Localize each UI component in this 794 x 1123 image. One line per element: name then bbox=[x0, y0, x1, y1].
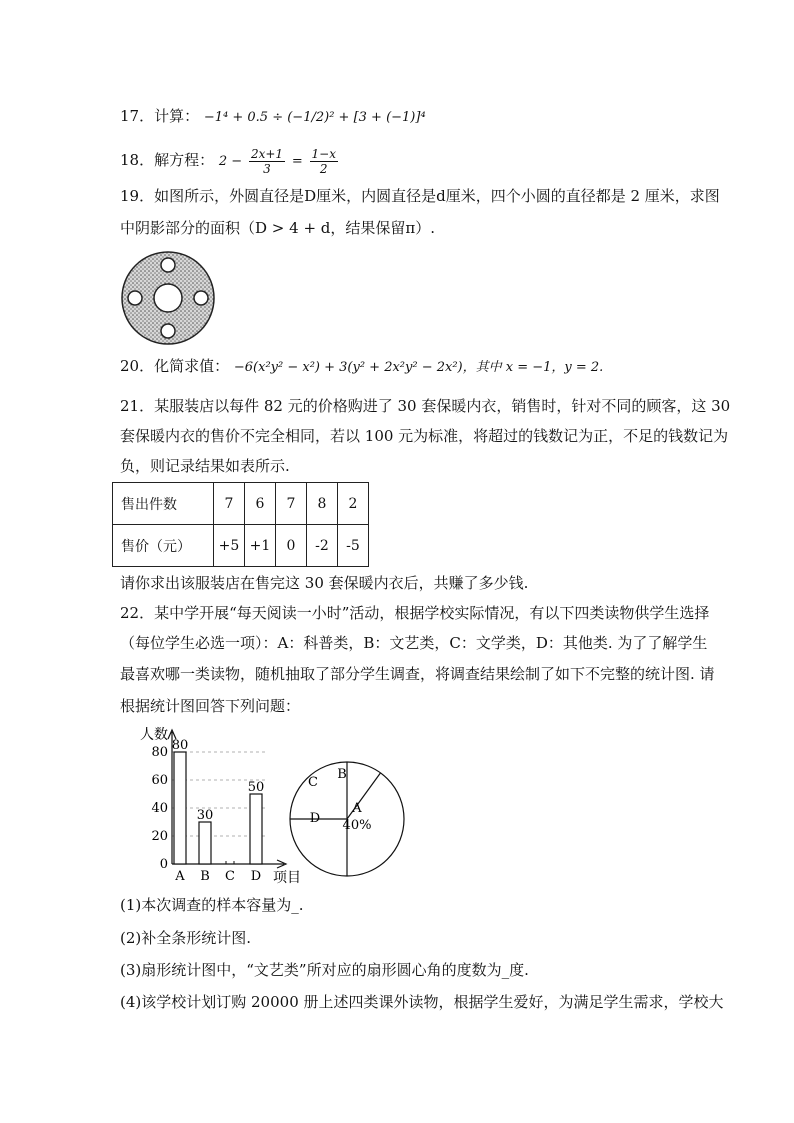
y-tick-label: 20 bbox=[151, 829, 168, 844]
x-tick-label: D bbox=[250, 869, 262, 884]
q18-rhs-fraction: $\frac{1-x}{2}$ bbox=[311, 146, 336, 176]
question-21-line-2: 套保暖内衣的售价不完全相同，若以 100 元为标准，将超过的钱数记为正，不足的钱数记为 bbox=[120, 427, 729, 445]
y-tick-label: 0 bbox=[159, 857, 168, 872]
table-cell: 0 bbox=[276, 525, 307, 567]
small-circle-right bbox=[194, 291, 208, 305]
question-22-line-3: 最喜欢哪一类读物，随机抽取了部分学生调查，将调查结果绘制了如下不完整的统计图. 请 bbox=[120, 665, 715, 683]
question-17 bbox=[120, 106, 426, 128]
bar-data-label: 30 bbox=[196, 808, 214, 823]
question-22-sub-3: (3)扇形统计图中，“文艺类”所对应的扇形圆心角的度数为_度. bbox=[120, 961, 529, 979]
y-tick-label: 80 bbox=[151, 745, 168, 760]
question-18: 18．解方程： 2 − $\frac{2x+1}{3}$ = $\frac{1-x}{2}$ bbox=[120, 146, 336, 176]
y-tick-label: 40 bbox=[151, 801, 168, 816]
bar-D bbox=[250, 794, 262, 864]
table-cell: -5 bbox=[338, 525, 369, 567]
table-cell: 7 bbox=[214, 483, 245, 525]
question-19-line-1: 19．如图所示，外圆直径是D厘米，内圆直径是d厘米，四个小圆的直径都是 2 厘米，求图 bbox=[120, 187, 720, 205]
q20-label: 20．化简求值： bbox=[120, 357, 230, 375]
pie-slice-label-D: D bbox=[309, 811, 321, 826]
inner-circle bbox=[154, 284, 182, 312]
small-circle-bottom bbox=[161, 324, 175, 338]
table-cell: +5 bbox=[214, 525, 245, 567]
q18-lhs-fraction: $\frac{2x+1}{3}$ bbox=[250, 146, 284, 176]
pie-slice-label-B: B bbox=[337, 767, 347, 782]
pie-slice-percent: 40% bbox=[342, 818, 372, 833]
y-axis-title: 人数 bbox=[140, 727, 168, 743]
question-20 bbox=[120, 356, 603, 378]
question-21-line-1: 21．某服装店以每件 82 元的价格购进了 30 套保暖内衣，销售时，针对不同的顾客，这 30 bbox=[120, 397, 731, 415]
question-22-sub-4: (4)该学校计划订购 20000 册上述四类课外读物，根据学生爱好，为满足学生需求，学校大 bbox=[120, 993, 724, 1011]
table-cell: 6 bbox=[245, 483, 276, 525]
table-cell: 8 bbox=[307, 483, 338, 525]
bar-data-label: 80 bbox=[171, 738, 189, 753]
bar-B bbox=[199, 822, 211, 864]
table-cell: 7 bbox=[276, 483, 307, 525]
q18-lhs-prefix: 2 − bbox=[218, 154, 243, 169]
table-cell: +1 bbox=[245, 525, 276, 567]
row-header-price: 售价（元） bbox=[113, 525, 214, 567]
x-tick-label: B bbox=[200, 869, 210, 884]
x-tick-label: C bbox=[225, 869, 235, 884]
small-circle-left bbox=[128, 291, 142, 305]
annulus-figure bbox=[120, 250, 216, 346]
bar-chart bbox=[118, 722, 308, 892]
question-22-line-2: （每位学生必选一项）：A：科普类，B：文艺类，C：文学类，D：其他类. 为了了解学生 bbox=[120, 634, 708, 652]
table-cell: 2 bbox=[338, 483, 369, 525]
bar-A bbox=[174, 752, 186, 864]
question-22-line-4: 根据统计图回答下列问题： bbox=[120, 697, 301, 715]
question-22-sub-2: (2)补全条形统计图. bbox=[120, 929, 252, 947]
question-19-line-2: 中阴影部分的面积（D > 4 + d，结果保留π）. bbox=[120, 219, 436, 237]
question-22-line-1: 22．某中学开展“每天阅读一小时”活动，根据学校实际情况，有以下四类读物供学生选择 bbox=[120, 604, 710, 622]
table-row bbox=[113, 483, 369, 525]
q18-label: 18．解方程： bbox=[120, 151, 215, 169]
question-21-followup: 请你求出该服装店在售完这 30 套保暖内衣后，共赚了多少钱. bbox=[120, 574, 529, 592]
bar-data-label: 50 bbox=[247, 780, 265, 795]
question-22-sub-1: (1)本次调查的样本容量为_. bbox=[120, 896, 304, 914]
pie-slice-label-A: A bbox=[352, 801, 362, 816]
q17-expression: −1⁴ + 0.5 ÷ (−1/2)² + [3 + (−1)]⁴ bbox=[203, 110, 426, 125]
row-header-quantity: 售出件数 bbox=[113, 483, 214, 525]
q20-expression: −6(x²y² − x²) + 3(y² + 2x²y² − 2x²)，其中 x = −1，y = 2. bbox=[233, 360, 604, 375]
sales-table bbox=[112, 482, 369, 567]
q17-label: 17．计算： bbox=[120, 107, 200, 125]
y-tick-label: 60 bbox=[151, 773, 168, 788]
x-axis-title: 项目 bbox=[273, 870, 301, 886]
pie-slice-label-C: C bbox=[308, 775, 318, 790]
x-tick-label: A bbox=[175, 869, 185, 884]
question-21-line-3: 负，则记录结果如表所示. bbox=[120, 457, 290, 475]
small-circle-top bbox=[161, 258, 175, 272]
table-cell: -2 bbox=[307, 525, 338, 567]
table-row bbox=[113, 525, 369, 567]
pie-chart bbox=[284, 756, 410, 882]
